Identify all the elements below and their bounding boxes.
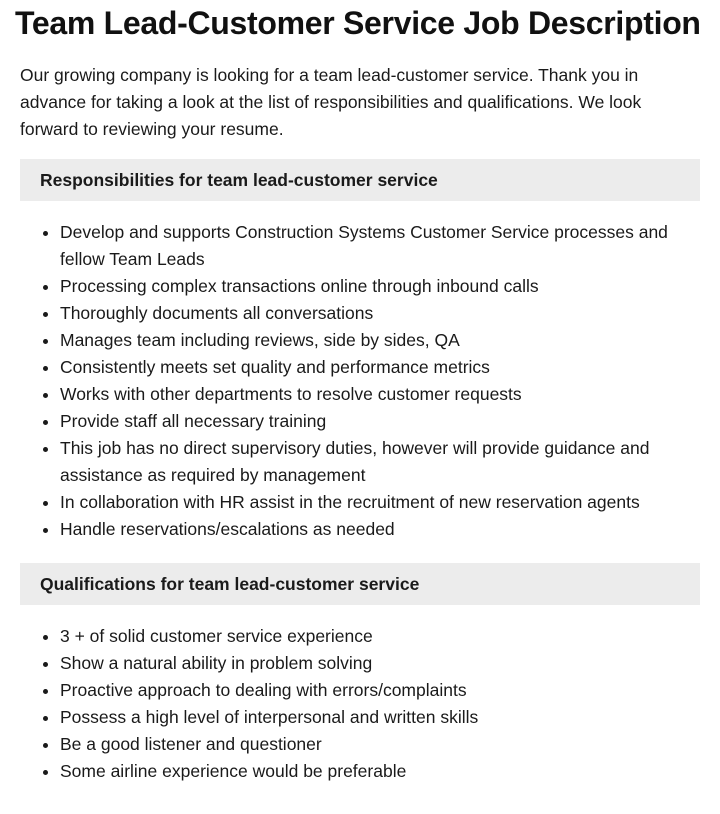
list-item: • In collaboration with HR assist in the recruitment of new reservation agents — [60, 489, 700, 516]
qualifications-heading: Qualifications for team lead-customer service — [20, 563, 700, 605]
responsibilities-heading: Responsibilities for team lead-customer service — [20, 159, 700, 201]
list-item: • Provide staff all necessary training — [60, 408, 700, 435]
list-item: • Show a natural ability in problem solving — [60, 650, 700, 677]
list-item: • Thoroughly documents all conversations — [60, 300, 700, 327]
list-item: • This job has no direct supervisory duties, however will provide guidance and assistance as required by management — [60, 435, 700, 489]
list-item: • Manages team including reviews, side by sides, QA — [60, 327, 700, 354]
qualifications-list — [20, 623, 700, 785]
list-item: • Proactive approach to dealing with errors/complaints — [60, 677, 700, 704]
page-title: Team Lead-Customer Service Job Description — [15, 5, 701, 41]
list-item: • Consistently meets set quality and performance metrics — [60, 354, 700, 381]
list-item: • 3 + of solid customer service experience — [60, 623, 700, 650]
list-item: • Processing complex transactions online through inbound calls — [60, 273, 700, 300]
list-item: • Possess a high level of interpersonal and written skills — [60, 704, 700, 731]
responsibilities-list — [20, 219, 700, 543]
list-item: • Handle reservations/escalations as needed — [60, 516, 700, 543]
list-item: • Be a good listener and questioner — [60, 731, 700, 758]
list-item: • Some airline experience would be preferable — [60, 758, 700, 785]
list-item: • Works with other departments to resolve customer requests — [60, 381, 700, 408]
list-item: • Develop and supports Construction Systems Customer Service processes and fellow Team Leads — [60, 219, 700, 273]
intro-paragraph: Our growing company is looking for a team lead-customer service. Thank you in advance for taking a look at the list of responsibilities and qualifications. We look forward to reviewing your resume. — [20, 65, 642, 139]
